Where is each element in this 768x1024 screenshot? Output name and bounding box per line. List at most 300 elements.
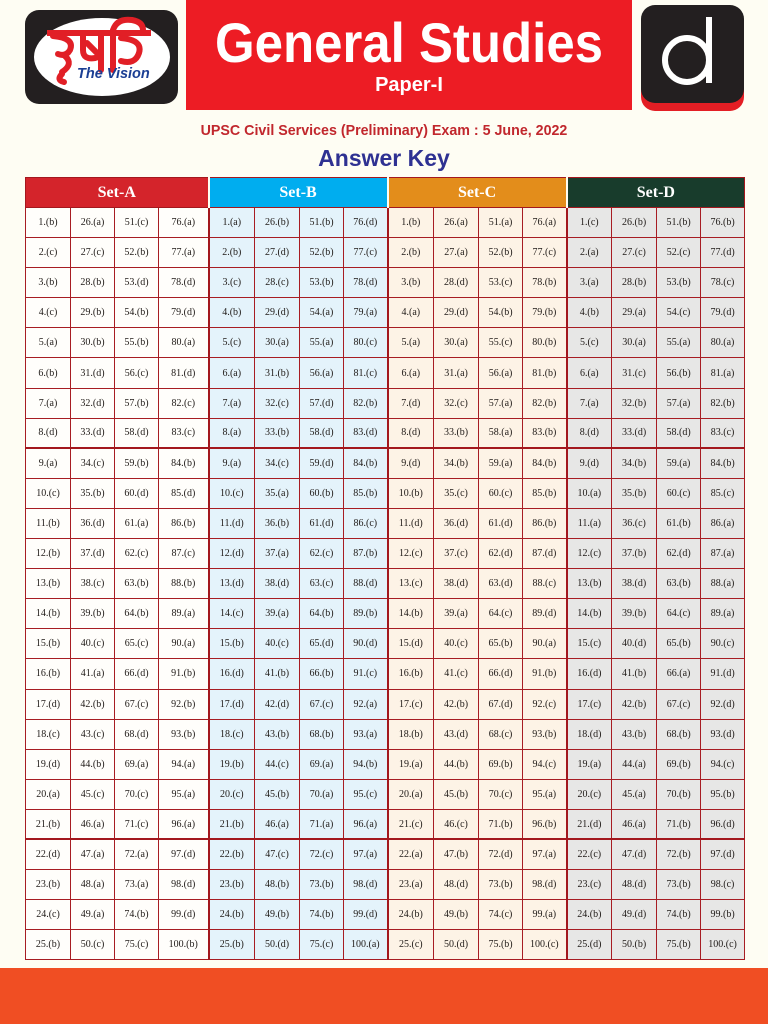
answer-cell: 27.(a) bbox=[434, 238, 479, 268]
answer-cell: 32.(c) bbox=[434, 388, 479, 418]
answer-cell: 60.(d) bbox=[115, 478, 159, 508]
answer-cell: 5.(c) bbox=[567, 328, 612, 358]
answer-cell: 41.(c) bbox=[434, 659, 479, 689]
answer-cell: 17.(d) bbox=[209, 689, 255, 719]
answer-cell: 89.(b) bbox=[344, 599, 388, 629]
answer-cell: 25.(b) bbox=[209, 930, 255, 960]
answer-row bbox=[26, 689, 745, 719]
answer-cell: 89.(a) bbox=[701, 599, 745, 629]
answer-row bbox=[26, 208, 745, 238]
answer-cell: 13.(d) bbox=[209, 569, 255, 599]
answer-cell: 2.(a) bbox=[567, 238, 612, 268]
answer-cell: 84.(b) bbox=[701, 448, 745, 478]
answer-cell: 58.(a) bbox=[479, 418, 523, 448]
answer-cell: 87.(c) bbox=[159, 539, 209, 569]
answer-cell: 26.(b) bbox=[612, 208, 657, 238]
answer-cell: 49.(a) bbox=[71, 900, 115, 930]
answer-cell: 18.(b) bbox=[388, 719, 434, 749]
answer-cell: 18.(d) bbox=[567, 719, 612, 749]
answer-cell: 85.(b) bbox=[523, 478, 567, 508]
answer-cell: 70.(c) bbox=[479, 779, 523, 809]
answer-cell: 74.(b) bbox=[657, 900, 701, 930]
answer-cell: 28.(d) bbox=[434, 268, 479, 298]
answer-cell: 52.(b) bbox=[300, 238, 344, 268]
answer-cell: 77.(a) bbox=[159, 238, 209, 268]
answer-cell: 83.(d) bbox=[344, 418, 388, 448]
answer-cell: 48.(a) bbox=[71, 870, 115, 900]
answer-cell: 51.(a) bbox=[479, 208, 523, 238]
answer-cell: 46.(a) bbox=[612, 809, 657, 839]
answer-cell: 3.(b) bbox=[388, 268, 434, 298]
answer-cell: 99.(d) bbox=[344, 900, 388, 930]
answer-cell: 12.(b) bbox=[26, 539, 71, 569]
answer-cell: 3.(c) bbox=[209, 268, 255, 298]
drishti-logo-mark bbox=[25, 10, 178, 104]
answer-cell: 12.(d) bbox=[209, 539, 255, 569]
answer-row bbox=[26, 238, 745, 268]
answer-cell: 39.(a) bbox=[434, 599, 479, 629]
answer-cell: 31.(c) bbox=[612, 358, 657, 388]
answer-cell: 21.(b) bbox=[26, 809, 71, 839]
answer-cell: 81.(d) bbox=[159, 358, 209, 388]
answer-cell: 67.(c) bbox=[657, 689, 701, 719]
answer-cell: 75.(b) bbox=[479, 930, 523, 960]
answer-cell: 95.(a) bbox=[159, 779, 209, 809]
answer-cell: 66.(d) bbox=[479, 659, 523, 689]
answer-row bbox=[26, 328, 745, 358]
answer-cell: 43.(b) bbox=[255, 719, 300, 749]
answer-cell: 4.(c) bbox=[26, 298, 71, 328]
answer-cell: 23.(a) bbox=[388, 870, 434, 900]
answer-cell: 21.(c) bbox=[388, 809, 434, 839]
answer-cell: 30.(b) bbox=[71, 328, 115, 358]
answer-cell: 19.(a) bbox=[388, 749, 434, 779]
answer-cell: 22.(a) bbox=[388, 839, 434, 869]
answer-cell: 9.(a) bbox=[209, 448, 255, 478]
answer-cell: 20.(c) bbox=[567, 779, 612, 809]
answer-cell: 14.(c) bbox=[209, 599, 255, 629]
answer-cell: 36.(d) bbox=[434, 508, 479, 538]
answer-cell: 79.(b) bbox=[523, 298, 567, 328]
answer-cell: 28.(b) bbox=[71, 268, 115, 298]
answer-cell: 51.(b) bbox=[657, 208, 701, 238]
answer-cell: 76.(d) bbox=[344, 208, 388, 238]
answer-cell: 44.(c) bbox=[255, 749, 300, 779]
answer-cell: 61.(d) bbox=[300, 508, 344, 538]
answer-cell: 79.(d) bbox=[159, 298, 209, 328]
answer-cell: 62.(c) bbox=[115, 539, 159, 569]
answer-cell: 5.(a) bbox=[388, 328, 434, 358]
answer-cell: 26.(b) bbox=[255, 208, 300, 238]
answer-cell: 2.(b) bbox=[388, 238, 434, 268]
answer-cell: 18.(c) bbox=[209, 719, 255, 749]
app-logo-icon bbox=[641, 5, 744, 111]
answer-cell: 41.(a) bbox=[71, 659, 115, 689]
answer-cell: 24.(b) bbox=[388, 900, 434, 930]
answer-cell: 26.(a) bbox=[434, 208, 479, 238]
answer-cell: 47.(a) bbox=[71, 839, 115, 869]
answer-cell: 4.(b) bbox=[567, 298, 612, 328]
answer-cell: 96.(a) bbox=[344, 809, 388, 839]
answer-cell: 42.(d) bbox=[255, 689, 300, 719]
answer-cell: 29.(a) bbox=[612, 298, 657, 328]
answer-cell: 62.(d) bbox=[657, 539, 701, 569]
answer-cell: 61.(a) bbox=[115, 508, 159, 538]
answer-cell: 46.(c) bbox=[434, 809, 479, 839]
drishti-logo bbox=[25, 10, 178, 104]
answer-cell: 71.(a) bbox=[300, 809, 344, 839]
answer-cell: 86.(b) bbox=[159, 508, 209, 538]
answer-cell: 91.(b) bbox=[159, 659, 209, 689]
answer-cell: 81.(a) bbox=[701, 358, 745, 388]
answer-cell: 58.(d) bbox=[657, 418, 701, 448]
answer-row bbox=[26, 930, 745, 960]
answer-row bbox=[26, 298, 745, 328]
answer-cell: 33.(d) bbox=[71, 418, 115, 448]
answer-cell: 48.(d) bbox=[612, 870, 657, 900]
answer-cell: 20.(a) bbox=[388, 779, 434, 809]
answer-cell: 65.(b) bbox=[479, 629, 523, 659]
answer-cell: 17.(c) bbox=[388, 689, 434, 719]
answer-cell: 16.(d) bbox=[209, 659, 255, 689]
answer-cell: 10.(c) bbox=[209, 478, 255, 508]
answer-cell: 61.(d) bbox=[479, 508, 523, 538]
answer-row bbox=[26, 508, 745, 538]
footer-bar bbox=[0, 968, 768, 1024]
answer-cell: 77.(d) bbox=[701, 238, 745, 268]
answer-cell: 75.(c) bbox=[300, 930, 344, 960]
answer-cell: 100.(c) bbox=[523, 930, 567, 960]
answer-cell: 87.(d) bbox=[523, 539, 567, 569]
answer-cell: 73.(b) bbox=[657, 870, 701, 900]
answer-cell: 5.(c) bbox=[209, 328, 255, 358]
answer-cell: 96.(a) bbox=[159, 809, 209, 839]
answer-cell: 91.(c) bbox=[344, 659, 388, 689]
answer-cell: 36.(c) bbox=[612, 508, 657, 538]
answer-cell: 80.(a) bbox=[159, 328, 209, 358]
answer-cell: 86.(b) bbox=[523, 508, 567, 538]
answer-cell: 39.(a) bbox=[255, 599, 300, 629]
answer-cell: 100.(c) bbox=[701, 930, 745, 960]
answer-cell: 35.(c) bbox=[434, 478, 479, 508]
answer-cell: 18.(c) bbox=[26, 719, 71, 749]
answer-cell: 63.(c) bbox=[300, 569, 344, 599]
answer-cell: 59.(a) bbox=[479, 448, 523, 478]
answer-cell: 55.(c) bbox=[479, 328, 523, 358]
answer-cell: 45.(c) bbox=[71, 779, 115, 809]
answer-cell: 96.(d) bbox=[701, 809, 745, 839]
answer-cell: 11.(d) bbox=[209, 508, 255, 538]
answer-cell: 62.(d) bbox=[479, 539, 523, 569]
answer-cell: 9.(d) bbox=[388, 448, 434, 478]
answer-cell: 40.(c) bbox=[255, 629, 300, 659]
answer-row bbox=[26, 358, 745, 388]
answer-cell: 32.(b) bbox=[612, 388, 657, 418]
d-glyph-stem bbox=[706, 17, 712, 83]
answer-cell: 38.(d) bbox=[255, 569, 300, 599]
answer-cell: 28.(b) bbox=[612, 268, 657, 298]
answer-cell: 79.(d) bbox=[701, 298, 745, 328]
answer-cell: 8.(d) bbox=[388, 418, 434, 448]
answer-cell: 88.(b) bbox=[159, 569, 209, 599]
answer-cell: 76.(a) bbox=[159, 208, 209, 238]
answer-cell: 43.(d) bbox=[434, 719, 479, 749]
answer-cell: 11.(b) bbox=[26, 508, 71, 538]
answer-cell: 92.(c) bbox=[523, 689, 567, 719]
answer-cell: 70.(c) bbox=[115, 779, 159, 809]
answer-cell: 72.(c) bbox=[300, 839, 344, 869]
answer-cell: 14.(b) bbox=[26, 599, 71, 629]
answer-cell: 8.(d) bbox=[26, 418, 71, 448]
answer-cell: 94.(c) bbox=[701, 749, 745, 779]
answer-cell: 27.(c) bbox=[71, 238, 115, 268]
answer-cell: 87.(a) bbox=[701, 539, 745, 569]
answer-cell: 20.(a) bbox=[26, 779, 71, 809]
answer-cell: 77.(c) bbox=[523, 238, 567, 268]
answer-cell: 15.(d) bbox=[388, 629, 434, 659]
answer-cell: 94.(b) bbox=[344, 749, 388, 779]
answer-cell: 54.(b) bbox=[115, 298, 159, 328]
answer-cell: 95.(a) bbox=[523, 779, 567, 809]
answer-cell: 26.(a) bbox=[71, 208, 115, 238]
answer-cell: 8.(a) bbox=[209, 418, 255, 448]
answer-cell: 52.(b) bbox=[115, 238, 159, 268]
answer-key-heading: Answer Key bbox=[318, 145, 450, 171]
answer-cell: 56.(a) bbox=[479, 358, 523, 388]
answer-cell: 88.(a) bbox=[701, 569, 745, 599]
answer-cell: 63.(b) bbox=[657, 569, 701, 599]
answer-cell: 36.(d) bbox=[71, 508, 115, 538]
answer-cell: 37.(d) bbox=[71, 539, 115, 569]
answer-cell: 72.(d) bbox=[479, 839, 523, 869]
answer-cell: 48.(d) bbox=[434, 870, 479, 900]
answer-cell: 75.(c) bbox=[115, 930, 159, 960]
answer-cell: 81.(b) bbox=[523, 358, 567, 388]
answer-cell: 15.(b) bbox=[26, 629, 71, 659]
answer-cell: 38.(c) bbox=[71, 569, 115, 599]
answer-cell: 33.(d) bbox=[612, 418, 657, 448]
answer-cell: 1.(b) bbox=[388, 208, 434, 238]
answer-cell: 39.(b) bbox=[612, 599, 657, 629]
answer-row bbox=[26, 659, 745, 689]
answer-cell: 65.(c) bbox=[115, 629, 159, 659]
answer-cell: 6.(a) bbox=[388, 358, 434, 388]
answer-cell: 39.(b) bbox=[71, 599, 115, 629]
answer-cell: 37.(a) bbox=[255, 539, 300, 569]
answer-cell: 78.(c) bbox=[701, 268, 745, 298]
answer-cell: 90.(a) bbox=[523, 629, 567, 659]
answer-cell: 78.(d) bbox=[344, 268, 388, 298]
answer-cell: 6.(a) bbox=[567, 358, 612, 388]
answer-cell: 19.(d) bbox=[26, 749, 71, 779]
answer-cell: 72.(a) bbox=[115, 839, 159, 869]
answer-cell: 38.(d) bbox=[434, 569, 479, 599]
answer-cell: 84.(b) bbox=[523, 448, 567, 478]
answer-cell: 15.(b) bbox=[209, 629, 255, 659]
answer-cell: 78.(b) bbox=[523, 268, 567, 298]
answer-cell: 8.(d) bbox=[567, 418, 612, 448]
answer-cell: 55.(a) bbox=[657, 328, 701, 358]
answer-row bbox=[26, 749, 745, 779]
answer-cell: 99.(b) bbox=[701, 900, 745, 930]
answer-cell: 51.(c) bbox=[115, 208, 159, 238]
answer-row bbox=[26, 900, 745, 930]
answer-cell: 81.(c) bbox=[344, 358, 388, 388]
answer-cell: 67.(d) bbox=[479, 689, 523, 719]
answer-cell: 54.(c) bbox=[657, 298, 701, 328]
answer-cell: 47.(b) bbox=[434, 839, 479, 869]
answer-cell: 35.(b) bbox=[612, 478, 657, 508]
answer-cell: 64.(b) bbox=[300, 599, 344, 629]
set-c-header: Set-C bbox=[388, 178, 567, 208]
answer-cell: 57.(a) bbox=[479, 388, 523, 418]
answer-cell: 95.(b) bbox=[701, 779, 745, 809]
answer-cell: 100.(b) bbox=[159, 930, 209, 960]
answer-cell: 14.(b) bbox=[388, 599, 434, 629]
answer-cell: 68.(b) bbox=[300, 719, 344, 749]
answer-cell: 76.(a) bbox=[523, 208, 567, 238]
answer-cell: 1.(a) bbox=[209, 208, 255, 238]
answer-cell: 79.(a) bbox=[344, 298, 388, 328]
answer-cell: 50.(c) bbox=[71, 930, 115, 960]
answer-row bbox=[26, 268, 745, 298]
answer-cell: 27.(d) bbox=[255, 238, 300, 268]
answer-cell: 83.(b) bbox=[523, 418, 567, 448]
answer-cell: 2.(b) bbox=[209, 238, 255, 268]
answer-cell: 86.(c) bbox=[344, 508, 388, 538]
answer-cell: 75.(b) bbox=[657, 930, 701, 960]
answer-cell: 45.(b) bbox=[434, 779, 479, 809]
answer-cell: 91.(b) bbox=[523, 659, 567, 689]
answer-cell: 90.(d) bbox=[344, 629, 388, 659]
answer-cell: 23.(c) bbox=[567, 870, 612, 900]
answer-cell: 34.(c) bbox=[71, 448, 115, 478]
answer-key-table bbox=[25, 177, 745, 960]
answer-cell: 40.(d) bbox=[612, 629, 657, 659]
answer-cell: 13.(c) bbox=[388, 569, 434, 599]
answer-cell: 84.(b) bbox=[159, 448, 209, 478]
answer-cell: 92.(d) bbox=[701, 689, 745, 719]
answer-cell: 22.(b) bbox=[209, 839, 255, 869]
set-a-header: Set-A bbox=[26, 178, 209, 208]
answer-cell: 95.(c) bbox=[344, 779, 388, 809]
exam-line: UPSC Civil Services (Preliminary) Exam : 5 June, 2022 bbox=[200, 122, 568, 139]
answer-cell: 4.(a) bbox=[388, 298, 434, 328]
answer-cell: 93.(d) bbox=[701, 719, 745, 749]
answer-cell: 30.(a) bbox=[434, 328, 479, 358]
answer-cell: 73.(a) bbox=[115, 870, 159, 900]
answer-cell: 57.(d) bbox=[300, 388, 344, 418]
answer-cell: 25.(c) bbox=[388, 930, 434, 960]
answer-cell: 19.(a) bbox=[567, 749, 612, 779]
answer-cell: 69.(b) bbox=[657, 749, 701, 779]
answer-cell: 1.(c) bbox=[567, 208, 612, 238]
answer-cell: 98.(d) bbox=[159, 870, 209, 900]
answer-cell: 7.(d) bbox=[388, 388, 434, 418]
answer-row bbox=[26, 388, 745, 418]
answer-cell: 57.(b) bbox=[115, 388, 159, 418]
answer-cell: 69.(a) bbox=[300, 749, 344, 779]
answer-cell: 90.(c) bbox=[701, 629, 745, 659]
answer-cell: 16.(b) bbox=[26, 659, 71, 689]
answer-cell: 82.(b) bbox=[344, 388, 388, 418]
answer-row bbox=[26, 809, 745, 839]
answer-cell: 29.(d) bbox=[255, 298, 300, 328]
answer-cell: 80.(a) bbox=[701, 328, 745, 358]
answer-cell: 63.(b) bbox=[115, 569, 159, 599]
answer-cell: 84.(b) bbox=[344, 448, 388, 478]
answer-cell: 83.(c) bbox=[159, 418, 209, 448]
answer-cell: 29.(d) bbox=[434, 298, 479, 328]
answer-cell: 93.(b) bbox=[523, 719, 567, 749]
answer-cell: 76.(b) bbox=[701, 208, 745, 238]
paper-label: Paper-I bbox=[375, 74, 443, 96]
answer-cell: 25.(d) bbox=[567, 930, 612, 960]
answer-cell: 55.(a) bbox=[300, 328, 344, 358]
answer-cell: 85.(c) bbox=[701, 478, 745, 508]
answer-cell: 41.(b) bbox=[255, 659, 300, 689]
answer-row bbox=[26, 418, 745, 448]
answer-cell: 56.(b) bbox=[657, 358, 701, 388]
answer-row bbox=[26, 629, 745, 659]
answer-cell: 23.(b) bbox=[209, 870, 255, 900]
answer-cell: 37.(b) bbox=[612, 539, 657, 569]
answer-cell: 16.(d) bbox=[567, 659, 612, 689]
answer-cell: 85.(d) bbox=[159, 478, 209, 508]
answer-cell: 7.(a) bbox=[26, 388, 71, 418]
answer-cell: 9.(a) bbox=[26, 448, 71, 478]
answer-cell: 47.(d) bbox=[612, 839, 657, 869]
answer-cell: 66.(d) bbox=[115, 659, 159, 689]
answer-cell: 63.(d) bbox=[479, 569, 523, 599]
answer-cell: 36.(b) bbox=[255, 508, 300, 538]
answer-cell: 33.(b) bbox=[255, 418, 300, 448]
answer-cell: 54.(a) bbox=[300, 298, 344, 328]
answer-cell: 1.(b) bbox=[26, 208, 71, 238]
answer-cell: 53.(d) bbox=[115, 268, 159, 298]
answer-cell: 42.(b) bbox=[71, 689, 115, 719]
logo-tile bbox=[641, 5, 744, 103]
answer-cell: 92.(b) bbox=[159, 689, 209, 719]
answer-cell: 34.(b) bbox=[434, 448, 479, 478]
answer-cell: 89.(d) bbox=[523, 599, 567, 629]
answer-cell: 58.(d) bbox=[115, 418, 159, 448]
answer-cell: 59.(d) bbox=[300, 448, 344, 478]
answer-cell: 99.(d) bbox=[159, 900, 209, 930]
answer-cell: 9.(d) bbox=[567, 448, 612, 478]
answer-cell: 53.(c) bbox=[479, 268, 523, 298]
answer-cell: 65.(d) bbox=[300, 629, 344, 659]
answer-cell: 77.(c) bbox=[344, 238, 388, 268]
answer-cell: 82.(c) bbox=[159, 388, 209, 418]
answer-cell: 67.(c) bbox=[300, 689, 344, 719]
answer-cell: 60.(c) bbox=[479, 478, 523, 508]
answer-row bbox=[26, 539, 745, 569]
answer-cell: 50.(b) bbox=[612, 930, 657, 960]
answer-cell: 88.(c) bbox=[523, 569, 567, 599]
answer-cell: 37.(c) bbox=[434, 539, 479, 569]
answer-cell: 62.(c) bbox=[300, 539, 344, 569]
answer-cell: 60.(c) bbox=[657, 478, 701, 508]
answer-cell: 24.(b) bbox=[209, 900, 255, 930]
answer-cell: 15.(c) bbox=[567, 629, 612, 659]
answer-cell: 73.(b) bbox=[300, 870, 344, 900]
answer-cell: 7.(a) bbox=[567, 388, 612, 418]
answer-cell: 43.(b) bbox=[612, 719, 657, 749]
answer-cell: 64.(b) bbox=[115, 599, 159, 629]
answer-cell: 45.(a) bbox=[612, 779, 657, 809]
answer-cell: 96.(b) bbox=[523, 809, 567, 839]
